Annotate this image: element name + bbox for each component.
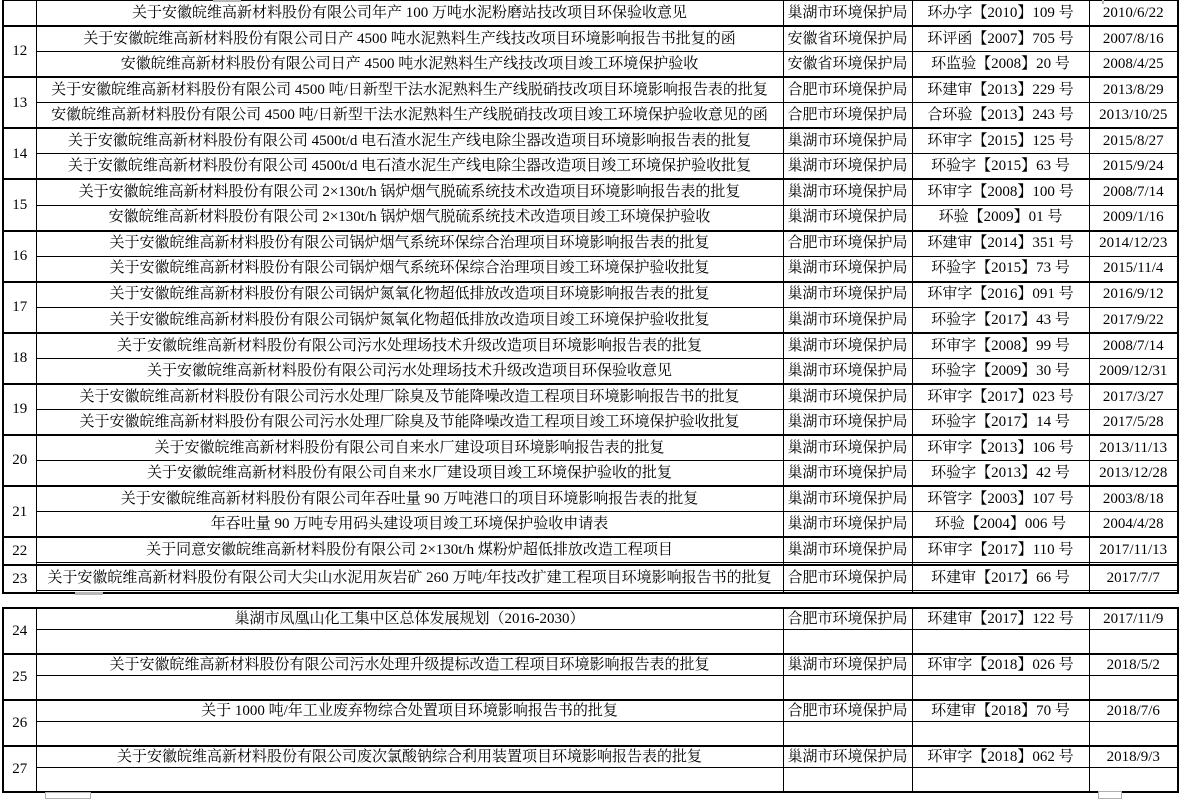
title-cell[interactable] xyxy=(36,629,783,654)
row-number-cell[interactable] xyxy=(3,1,36,27)
agency-cell[interactable]: 巢湖市环境保护局 xyxy=(783,537,912,563)
row-number-cell[interactable]: 19 xyxy=(3,384,36,435)
date-cell[interactable] xyxy=(1089,591,1178,593)
date-cell[interactable]: 2007/8/16 xyxy=(1089,26,1178,52)
date-cell[interactable]: 2017/9/22 xyxy=(1089,307,1178,333)
agency-cell[interactable] xyxy=(783,721,912,746)
agency-cell[interactable]: 巢湖市环境保护局 xyxy=(783,410,912,436)
agency-cell[interactable]: 巢湖市环境保护局 xyxy=(783,461,912,487)
table-row xyxy=(3,333,1178,359)
agency-cell[interactable]: 巢湖市环境保护局 xyxy=(783,654,912,675)
agency-cell[interactable]: 巢湖市环境保护局 xyxy=(783,435,912,461)
doc-no-cell[interactable]: 环建审【2014】351 号 xyxy=(912,231,1089,257)
title-cell[interactable]: 关于安徽皖维高新材料股份有限公司日产 4500 吨水泥熟料生产线技改项目环境影响报告书批复的函 xyxy=(36,26,783,52)
date-cell[interactable] xyxy=(1089,629,1178,654)
agency-cell[interactable]: 安徽省环境保护局 xyxy=(783,26,912,52)
title-cell[interactable]: 关于安徽皖维高新材料股份有限公司锅炉烟气系统环保综合治理项目竣工环境保护验收批复 xyxy=(36,256,783,282)
title-cell[interactable]: 关于安徽皖维高新材料股份有限公司 4500t/d 电石渣水泥生产线电除尘器改造项目环境影响报告表的批复 xyxy=(36,128,783,154)
title-cell[interactable]: 年吞吐量 90 万吨专用码头建设项目竣工环境保护验收申请表 xyxy=(36,512,783,538)
row-number-cell[interactable]: 12 xyxy=(3,26,36,77)
table-row xyxy=(3,629,1178,654)
title-cell[interactable]: 关于安徽皖维高新材料股份有限公司自来水厂建设项目环境影响报告表的批复 xyxy=(36,435,783,461)
agency-cell[interactable]: 合肥市环境保护局 xyxy=(783,608,912,629)
page-break-mark xyxy=(1098,791,1122,799)
agency-cell[interactable]: 巢湖市环境保护局 xyxy=(783,128,912,154)
table-row xyxy=(3,256,1178,282)
date-cell[interactable]: 2016/9/12 xyxy=(1089,282,1178,308)
doc-no-cell[interactable]: 环验【2009】01 号 xyxy=(912,205,1089,231)
table-body xyxy=(3,1,1178,594)
title-cell[interactable]: 关于 1000 吨/年工业废弃物综合处置项目环境影响报告书的批复 xyxy=(36,700,783,721)
date-cell[interactable] xyxy=(1089,721,1178,746)
date-cell[interactable]: 2017/3/27 xyxy=(1089,384,1178,410)
row-number-cell[interactable]: 14 xyxy=(3,128,36,179)
row-number-cell[interactable]: 18 xyxy=(3,333,36,384)
date-cell[interactable]: 2018/7/6 xyxy=(1089,700,1178,721)
table-row xyxy=(3,746,1178,767)
doc-no-cell[interactable]: 环审字【2018】062 号 xyxy=(912,746,1089,767)
title-cell[interactable] xyxy=(36,591,783,593)
date-cell[interactable]: 2010/6/22 xyxy=(1089,1,1178,27)
row-number-cell[interactable]: 24 xyxy=(3,608,36,654)
agency-cell[interactable] xyxy=(783,629,912,654)
title-cell[interactable]: 关于安徽皖维高新材料股份有限公司锅炉氮氧化物超低排放改造项目环境影响报告表的批复 xyxy=(36,282,783,308)
doc-no-cell[interactable]: 环验字【2009】30 号 xyxy=(912,358,1089,384)
date-cell[interactable]: 2017/7/7 xyxy=(1089,565,1178,591)
row-number-cell[interactable]: 16 xyxy=(3,231,36,282)
agency-cell[interactable]: 巢湖市环境保护局 xyxy=(783,282,912,308)
title-cell[interactable]: 关于安徽皖维高新材料股份有限公司 2×130t/h 锅炉烟气脱硫系统技术改造项目环境影响报告表的批复 xyxy=(36,179,783,205)
row-number-cell[interactable]: 23 xyxy=(3,565,36,593)
table-row xyxy=(3,767,1178,792)
date-cell[interactable]: 2008/7/14 xyxy=(1089,333,1178,359)
doc-no-cell[interactable]: 环验字【2017】43 号 xyxy=(912,307,1089,333)
doc-no-cell[interactable]: 环审字【2017】110 号 xyxy=(912,537,1089,563)
table-row xyxy=(3,721,1178,746)
doc-no-cell[interactable]: 环验【2004】006 号 xyxy=(912,512,1089,538)
date-cell[interactable]: 2008/4/25 xyxy=(1089,52,1178,78)
doc-no-cell[interactable]: 环审字【2016】091 号 xyxy=(912,282,1089,308)
row-number-cell[interactable]: 26 xyxy=(3,700,36,746)
agency-cell[interactable]: 合肥市环境保护局 xyxy=(783,231,912,257)
date-cell[interactable] xyxy=(1089,675,1178,700)
date-cell[interactable]: 2008/7/14 xyxy=(1089,179,1178,205)
title-cell[interactable] xyxy=(36,767,783,792)
table-row xyxy=(3,179,1178,205)
doc-no-cell[interactable]: 环审字【2015】125 号 xyxy=(912,128,1089,154)
row-number-cell[interactable]: 17 xyxy=(3,282,36,333)
title-cell[interactable]: 关于安徽皖维高新材料股份有限公司年产 100 万吨水泥粉磨站技改项目环保验收意见 xyxy=(36,1,783,27)
title-cell[interactable]: 关于安徽皖维高新材料股份有限公司年吞吐量 90 万吨港口的项目环境影响报告表的批复 xyxy=(36,486,783,512)
table-row xyxy=(3,512,1178,538)
doc-no-cell[interactable] xyxy=(912,629,1089,654)
table-row xyxy=(3,282,1178,308)
title-cell[interactable]: 关于同意安徽皖维高新材料股份有限公司 2×130t/h 煤粉炉超低排放改造工程项目 xyxy=(36,537,783,563)
doc-no-cell[interactable]: 环建审【2013】229 号 xyxy=(912,77,1089,103)
title-cell[interactable] xyxy=(36,675,783,700)
date-cell[interactable]: 2009/1/16 xyxy=(1089,205,1178,231)
table-row xyxy=(3,77,1178,103)
title-cell[interactable]: 关于安徽皖维高新材料股份有限公司污水处理场技术升级改造项目环境影响报告表的批复 xyxy=(36,333,783,359)
table-row xyxy=(3,154,1178,180)
table-row xyxy=(3,128,1178,154)
title-cell[interactable]: 关于安徽皖维高新材料股份有限公司锅炉烟气系统环保综合治理项目环境影响报告表的批复 xyxy=(36,231,783,257)
table-row xyxy=(3,486,1178,512)
date-cell[interactable]: 2014/12/23 xyxy=(1089,231,1178,257)
row-number-cell[interactable]: 27 xyxy=(3,746,36,792)
doc-no-cell[interactable] xyxy=(912,591,1089,593)
date-cell[interactable]: 2009/12/31 xyxy=(1089,358,1178,384)
date-cell[interactable]: 2017/11/9 xyxy=(1089,608,1178,629)
agency-cell[interactable] xyxy=(783,591,912,593)
title-cell[interactable]: 关于安徽皖维高新材料股份有限公司大尖山水泥用灰岩矿 260 万吨/年技改扩建工程项目环境影响报告书的批复 xyxy=(36,565,783,591)
doc-no-cell[interactable] xyxy=(912,767,1089,792)
table-row xyxy=(3,654,1178,675)
page-break-mark xyxy=(1102,0,1104,4)
agency-cell[interactable]: 合肥市环境保护局 xyxy=(783,700,912,721)
doc-no-cell[interactable] xyxy=(912,675,1089,700)
date-cell[interactable]: 2013/11/13 xyxy=(1089,435,1178,461)
agency-cell[interactable]: 巢湖市环境保护局 xyxy=(783,154,912,180)
agency-cell[interactable]: 巢湖市环境保护局 xyxy=(783,179,912,205)
row-number-cell[interactable]: 15 xyxy=(3,179,36,230)
date-cell[interactable]: 2018/9/3 xyxy=(1089,746,1178,767)
table-row xyxy=(3,608,1178,629)
row-number-cell[interactable]: 21 xyxy=(3,486,36,537)
title-cell[interactable]: 安徽皖维高新材料股份有限公司日产 4500 吨水泥熟料生产线技改项目竣工环境保护验收 xyxy=(36,52,783,78)
date-cell[interactable]: 2015/11/4 xyxy=(1089,256,1178,282)
agency-cell[interactable]: 合肥市环境保护局 xyxy=(783,103,912,129)
date-cell[interactable]: 2003/8/18 xyxy=(1089,486,1178,512)
table-row xyxy=(3,565,1178,591)
doc-no-cell[interactable]: 环评函【2007】705 号 xyxy=(912,26,1089,52)
doc-no-cell[interactable]: 环审字【2008】100 号 xyxy=(912,179,1089,205)
agency-cell[interactable]: 巢湖市环境保护局 xyxy=(783,746,912,767)
agency-cell[interactable]: 巢湖市环境保护局 xyxy=(783,358,912,384)
table-row xyxy=(3,461,1178,487)
agency-cell[interactable]: 巢湖市环境保护局 xyxy=(783,512,912,538)
doc-no-cell[interactable]: 环建审【2018】70 号 xyxy=(912,700,1089,721)
doc-no-cell[interactable]: 环验字【2017】14 号 xyxy=(912,410,1089,436)
agency-cell[interactable]: 巢湖市环境保护局 xyxy=(783,307,912,333)
table-row xyxy=(3,52,1178,78)
agency-cell[interactable]: 合肥市环境保护局 xyxy=(783,565,912,591)
agency-cell[interactable]: 合肥市环境保护局 xyxy=(783,77,912,103)
agency-cell[interactable]: 巢湖市环境保护局 xyxy=(783,256,912,282)
title-cell[interactable]: 安徽皖维高新材料股份有限公司 2×130t/h 锅炉烟气脱硫系统技术改造项目竣工环境保护验收 xyxy=(36,205,783,231)
doc-no-cell[interactable]: 环管字【2003】107 号 xyxy=(912,486,1089,512)
page-break-mark xyxy=(45,792,91,799)
agency-cell[interactable] xyxy=(783,767,912,792)
table-row xyxy=(3,384,1178,410)
doc-no-cell[interactable]: 合环验【2013】243 号 xyxy=(912,103,1089,129)
date-cell[interactable] xyxy=(1089,767,1178,792)
table-row xyxy=(3,591,1178,593)
page-break-mark xyxy=(213,0,241,2)
title-cell[interactable]: 关于安徽皖维高新材料股份有限公司污水处理厂除臭及节能降噪改造工程项目环境影响报告书的批复 xyxy=(36,384,783,410)
doc-no-cell[interactable]: 环验字【2013】42 号 xyxy=(912,461,1089,487)
agency-cell[interactable]: 巢湖市环境保护局 xyxy=(783,1,912,27)
title-cell[interactable]: 关于安徽皖维高新材料股份有限公司污水处理厂除臭及节能降噪改造工程项目竣工环境保护验收批复 xyxy=(36,410,783,436)
table-row xyxy=(3,675,1178,700)
title-cell[interactable] xyxy=(36,721,783,746)
table-row xyxy=(3,410,1178,436)
table-row xyxy=(3,307,1178,333)
date-cell[interactable]: 2015/9/24 xyxy=(1089,154,1178,180)
date-cell[interactable]: 2013/8/29 xyxy=(1089,77,1178,103)
agency-cell[interactable]: 巢湖市环境保护局 xyxy=(783,205,912,231)
table-body xyxy=(3,608,1178,792)
table-row xyxy=(3,205,1178,231)
date-cell[interactable]: 2013/10/25 xyxy=(1089,103,1178,129)
title-cell[interactable]: 关于安徽皖维高新材料股份有限公司 4500 吨/日新型干法水泥熟料生产线脱硝技改项目环境影响报告表的批复 xyxy=(36,77,783,103)
date-cell[interactable]: 2017/5/28 xyxy=(1089,410,1178,436)
table-row xyxy=(3,700,1178,721)
doc-no-cell[interactable]: 环审字【2018】026 号 xyxy=(912,654,1089,675)
row-number-cell[interactable]: 13 xyxy=(3,77,36,128)
title-cell[interactable]: 安徽皖维高新材料股份有限公司 4500 吨/日新型干法水泥熟料生产线脱硝技改项目竣工环境保护验收意见的函 xyxy=(36,103,783,129)
title-cell[interactable]: 关于安徽皖维高新材料股份有限公司自来水厂建设项目竣工环境保护验收的批复 xyxy=(36,461,783,487)
doc-no-cell[interactable]: 环验字【2015】63 号 xyxy=(912,154,1089,180)
doc-no-cell[interactable]: 环建审【2017】122 号 xyxy=(912,608,1089,629)
doc-no-cell[interactable]: 环审字【2013】106 号 xyxy=(912,435,1089,461)
doc-no-cell[interactable]: 环验字【2015】73 号 xyxy=(912,256,1089,282)
table-row xyxy=(3,1,1178,27)
agency-cell[interactable]: 巢湖市环境保护局 xyxy=(783,333,912,359)
agency-cell[interactable] xyxy=(783,675,912,700)
doc-no-cell[interactable] xyxy=(912,721,1089,746)
table-row xyxy=(3,537,1178,563)
title-cell[interactable]: 关于安徽皖维高新材料股份有限公司污水处理升级提标改造工程项目环境影响报告表的批复 xyxy=(36,654,783,675)
date-cell[interactable]: 2013/12/28 xyxy=(1089,461,1178,487)
table-row xyxy=(3,231,1178,257)
approval-table xyxy=(2,0,1179,594)
date-cell[interactable]: 2018/5/2 xyxy=(1089,654,1178,675)
date-cell[interactable]: 2015/8/27 xyxy=(1089,128,1178,154)
doc-no-cell[interactable]: 环办字【2010】109 号 xyxy=(912,1,1089,27)
doc-no-cell[interactable]: 环监验【2008】20 号 xyxy=(912,52,1089,78)
page-break-mark xyxy=(75,592,103,595)
approval-table-section-2 xyxy=(2,607,1177,791)
doc-no-cell[interactable]: 环审字【2017】023 号 xyxy=(912,384,1089,410)
title-cell[interactable]: 关于安徽皖维高新材料股份有限公司 4500t/d 电石渣水泥生产线电除尘器改造项目竣工环境保护验收批复 xyxy=(36,154,783,180)
table-row xyxy=(3,435,1178,461)
approval-table xyxy=(2,607,1179,793)
agency-cell[interactable]: 巢湖市环境保护局 xyxy=(783,486,912,512)
agency-cell[interactable]: 安徽省环境保护局 xyxy=(783,52,912,78)
table-row xyxy=(3,103,1178,129)
doc-no-cell[interactable]: 环建审【2017】66 号 xyxy=(912,565,1089,591)
date-cell[interactable]: 2004/4/28 xyxy=(1089,512,1178,538)
title-cell[interactable]: 关于安徽皖维高新材料股份有限公司废次氯酸钠综合利用装置项目环境影响报告表的批复 xyxy=(36,746,783,767)
table-row xyxy=(3,358,1178,384)
row-number-cell[interactable]: 25 xyxy=(3,654,36,700)
title-cell[interactable]: 巢湖市凤凰山化工集中区总体发展规划（2016-2030） xyxy=(36,608,783,629)
title-cell[interactable]: 关于安徽皖维高新材料股份有限公司污水处理场技术升级改造项目环保验收意见 xyxy=(36,358,783,384)
row-number-cell[interactable]: 22 xyxy=(3,537,36,565)
date-cell[interactable]: 2017/11/13 xyxy=(1089,537,1178,563)
doc-no-cell[interactable]: 环审字【2008】99 号 xyxy=(912,333,1089,359)
agency-cell[interactable]: 巢湖市环境保护局 xyxy=(783,384,912,410)
title-cell[interactable]: 关于安徽皖维高新材料股份有限公司锅炉氮氧化物超低排放改造项目竣工环境保护验收批复 xyxy=(36,307,783,333)
row-number-cell[interactable]: 20 xyxy=(3,435,36,486)
approval-table-section-1 xyxy=(2,0,1177,594)
table-row xyxy=(3,26,1178,52)
